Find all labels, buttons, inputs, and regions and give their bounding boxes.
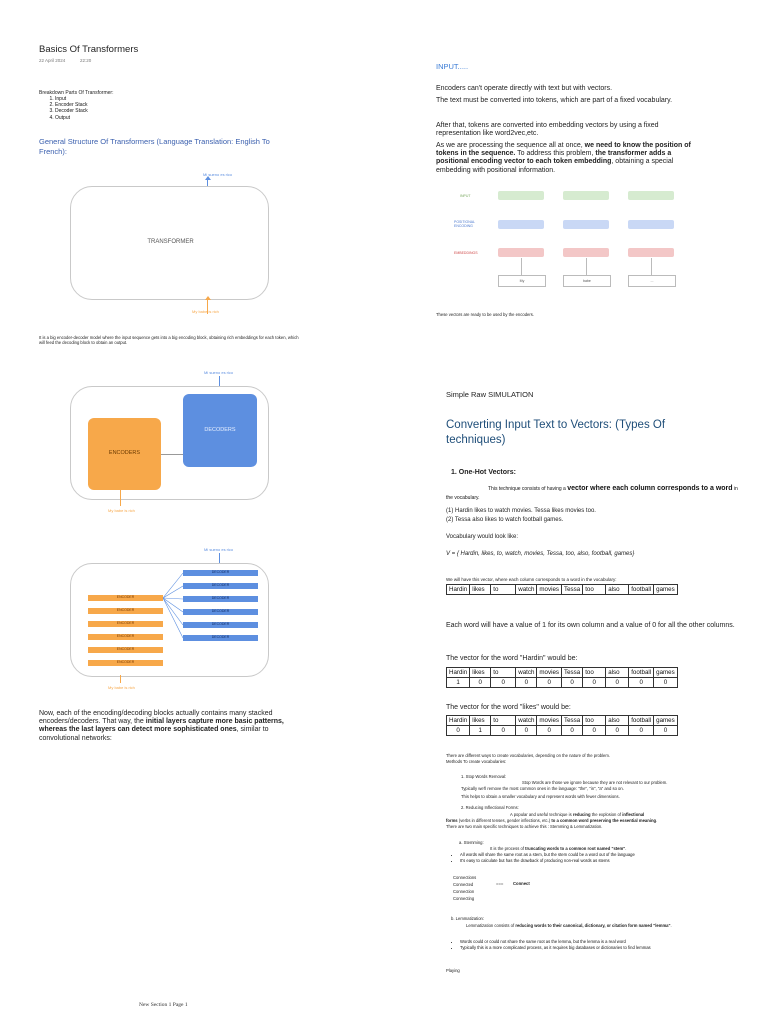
positional-row-label: POSITIONAL ENCODING [454, 220, 475, 228]
embedding-vector [498, 248, 544, 257]
list-item: Connection [453, 889, 475, 894]
connector-line [161, 454, 183, 455]
table-cell: Tessa [562, 716, 583, 726]
one-hot-description: This technique consists of having a vector where each column corresponds to a word in the vocabulary. [446, 485, 738, 501]
positional-encoding-diagram [436, 186, 696, 291]
encoder-layer: ENCODER [88, 595, 163, 601]
input-arrow-line [120, 675, 121, 683]
diagram-output-label: Mi sueno es rico [204, 547, 234, 552]
input-row-label: INPUT [460, 194, 471, 198]
vocabulary-set: V = { Hardin, likes, to, watch, movies, Tessa, too, also, football, games} [446, 551, 635, 557]
diagram-output-label: Mi sueno es rico [203, 172, 233, 177]
equals-arrow: === [496, 881, 504, 886]
token-box: babe [563, 275, 611, 287]
list-item: • Typically this is a more complicated process, as it requires big databases or dictionaries to find lemmas [460, 945, 741, 951]
encoder-layer: ENCODER [88, 608, 163, 614]
table-cell: Tessa [562, 668, 583, 678]
table-cell: 0 [447, 726, 470, 736]
table-cell: watch [516, 716, 537, 726]
table-cell: also [606, 716, 629, 726]
decoder-layer: DECODER [183, 622, 258, 628]
list-item: Connections [453, 875, 477, 880]
table-cell: games [654, 668, 678, 678]
table-cell: football [629, 668, 654, 678]
stemming-bullets [451, 852, 741, 863]
table-cell: Hardin [447, 716, 470, 726]
paragraph-embedding: After that, tokens are converted into embedding vectors by using a fixed representation like word2vec,etc. [436, 122, 659, 138]
table-row [447, 716, 678, 726]
lemmatization-text: Lemmatization consists of reducing words to their canonical, dictionary, or citation form named "lemma". [466, 923, 672, 928]
each-word-text: Each word will have a value of 1 for its own column and a value of 0 for all the other columns. [446, 622, 735, 629]
table-cell: 0 [562, 726, 583, 736]
table-cell: football [629, 585, 654, 595]
table-cell: 0 [629, 726, 654, 736]
one-hot-heading: 1. One-Hot Vectors: [451, 469, 516, 476]
input-vector [628, 191, 674, 200]
list-item: 3. Decoder Stack [55, 108, 245, 114]
diagram-input-label: My babe is rich [108, 508, 135, 513]
ways-text: There are different ways to create vocabularies, depending on the nature of the problem. [446, 753, 611, 758]
paragraph-tokens: The text must be converted into tokens, which are part of a fixed vocabulary. [436, 97, 673, 104]
table-cell: 1 [447, 678, 470, 688]
breakdown-list [45, 96, 245, 121]
table-cell: 0 [491, 726, 516, 736]
encoder-layer: ENCODER [88, 621, 163, 627]
table-cell: Hardin [447, 668, 470, 678]
table-cell: 0 [562, 678, 583, 688]
connector-line [586, 258, 587, 275]
table-cell: watch [516, 585, 537, 595]
stem-result: Connect [513, 881, 530, 886]
stop-words-text: This helps to obtain a smaller vocabulary and represent words with fewer dimensions. [461, 794, 620, 799]
decoders-label: DECODERS [204, 427, 236, 433]
input-heading: INPUT..... [436, 62, 469, 71]
token-box: My [498, 275, 546, 287]
positional-vector [498, 220, 544, 229]
table-cell: likes [470, 716, 491, 726]
table-cell: 1 [470, 726, 491, 736]
list-item: • It's easy to calculate but has the drawback of producing non-real words as stems [460, 858, 741, 864]
lemmatization-heading: b. Lemmatization: [451, 916, 485, 921]
table-cell: 0 [654, 678, 678, 688]
stemming-heading: a. Stemming: [459, 840, 484, 845]
stop-words-text: Stop Words are those we ignore because they are not relevant to our problem. [522, 780, 668, 785]
table-cell: Tessa [562, 585, 583, 595]
description-2: Now, each of the encoding/decoding blocks actually contains many stacked encoders/decoders. That way, the initial layers capture more basic patterns, whereas the last layers can detect more sophisticated ones, similar to convolutional networks: [39, 710, 284, 742]
table-cell: movies [537, 668, 562, 678]
list-item: Connecting [453, 896, 475, 901]
diagram-output-label: Mi sueno es rico [204, 370, 234, 375]
arrow-up-icon [205, 296, 211, 300]
table-cell: football [629, 716, 654, 726]
hardin-vector-label: The vector for the word "Hardin" would be: [446, 655, 578, 662]
connector-line [521, 258, 522, 275]
playing-word: Playing [446, 968, 460, 973]
table-cell: too [583, 585, 606, 595]
decoder-layer: DECODER [183, 609, 258, 615]
inflectional-text: forms (verbs in different tenses, gender inflections, etc.) to a common word preserving the essential meaning. [446, 818, 658, 823]
list-item: • All words will share the same root as a stem, but the stem could be a word out of the language [460, 852, 741, 858]
table-cell: 0 [583, 726, 606, 736]
paragraph-vectors: Encoders can't operate directly with text but with vectors. [436, 85, 613, 92]
table-cell: watch [516, 668, 537, 678]
stop-words-heading: 1. Stop Words Removal: [461, 774, 507, 779]
simulation-title: Simple Raw SIMULATION [446, 390, 534, 399]
input-vector [498, 191, 544, 200]
lemmatization-bullets [451, 939, 741, 950]
page-footer: New Section 1 Page 1 [139, 1002, 188, 1008]
table-cell: 0 [654, 726, 678, 736]
table-cell: likes [470, 668, 491, 678]
decoder-layer: DECODER [183, 583, 258, 589]
table-cell: 0 [516, 678, 537, 688]
table-cell: to [491, 716, 516, 726]
encoder-layer: ENCODER [88, 634, 163, 640]
page-time: 22:20 [80, 58, 92, 63]
table-row [447, 726, 678, 736]
vocabulary-label: Vocabulary would look like: [446, 534, 519, 540]
likes-vector-label: The vector for the word "likes" would be: [446, 704, 571, 711]
diagram-input-label: My babe is rich [108, 685, 135, 690]
stop-words-text: Typically we'll remove the most common ones in the language: "the", "in", "a" and so on. [461, 786, 624, 791]
page-title: Basics Of Transformers [39, 44, 139, 55]
table-cell: 0 [537, 678, 562, 688]
table-cell: 0 [516, 726, 537, 736]
encoders-label: ENCODERS [108, 450, 141, 456]
page-date: 22 April 2024 [39, 58, 66, 63]
table-cell: likes [470, 585, 491, 595]
list-item: 1. Input [55, 96, 245, 102]
embedding-vector [563, 248, 609, 257]
table-cell: 0 [629, 678, 654, 688]
stemming-text: It is the process of truncating words to a common root named "stem". [490, 846, 627, 851]
arrow-up-icon [205, 176, 211, 180]
list-item: Connected [453, 882, 474, 887]
table-cell: 0 [537, 726, 562, 736]
embedding-row-label: EMBEDDINGS [454, 251, 478, 255]
table-cell: 0 [606, 726, 629, 736]
input-vector [563, 191, 609, 200]
table-cell: 0 [470, 678, 491, 688]
encoder-decoder-links [163, 565, 185, 670]
table-row [447, 585, 678, 595]
table-cell: too [583, 716, 606, 726]
list-item: 2. Encoder Stack [55, 102, 245, 108]
list-item: • Words could or could not share the same root as the lemma, but the lemma is a real word [460, 939, 741, 945]
table-cell: games [654, 716, 678, 726]
hardin-vector-table [446, 667, 678, 688]
table-cell: too [583, 668, 606, 678]
connector-line [651, 258, 652, 275]
positional-vector [628, 220, 674, 229]
description-1: It is a big encoder-decoder model where the input sequence gets into a big encoding block, obtaining rich embeddings for each token, which will feed the decoding block to obtain an output. [39, 335, 299, 346]
table-cell: 0 [606, 678, 629, 688]
encoder-layer: ENCODER [88, 660, 163, 666]
converting-heading: Converting Input Text to Vectors: (Types Of techniques) [446, 419, 666, 446]
table-cell: also [606, 668, 629, 678]
table-row [447, 678, 678, 688]
list-item: 4. Output [55, 115, 245, 121]
positional-vector [563, 220, 609, 229]
table-cell: 0 [583, 678, 606, 688]
encoder-layer: ENCODER [88, 647, 163, 653]
example-sentence-2: (2) Tessa also likes to watch football games. [446, 517, 564, 523]
vectors-ready-note: These vectors are ready to be used by the encoders. [436, 312, 534, 317]
table-cell: Hardin [447, 585, 470, 595]
likes-vector-table [446, 715, 678, 736]
paragraph-positional: As we are processing the sequence all at once, we need to know the position of tokens in the sequence. To address this problem, the transformer adds a positional encoding vector to each token embedding, obtaining a special embedding with positional information. [436, 142, 691, 174]
connection-words [453, 874, 476, 902]
encoder-decoder-diagram [68, 368, 273, 518]
vocabulary-table [446, 584, 678, 595]
up-arrow-line [219, 553, 220, 563]
diagram-input-label: My babe is rich [192, 309, 219, 314]
breakdown-label: Breakdown Parts Of Transformer: [39, 90, 114, 96]
structure-heading: General Structure Of Transformers (Language Translation: English To French): [39, 137, 270, 156]
token-box: ... [628, 275, 676, 287]
example-sentence-1: (1) Hardin likes to watch movies. Tessa likes movies too. [446, 508, 596, 514]
table-cell: 0 [491, 678, 516, 688]
transformer-diagram [68, 166, 273, 322]
table-cell: also [606, 585, 629, 595]
table-cell: games [654, 585, 678, 595]
embedding-vector [628, 248, 674, 257]
decoder-layer: DECODER [183, 635, 258, 641]
decoder-layer: DECODER [183, 570, 258, 576]
table-intro: We will have this vector, where each column corresponds to a word in the vocabulary: [446, 577, 617, 582]
decoder-layer: DECODER [183, 596, 258, 602]
inflectional-heading: 2. Reducing Inflectional Forms: [461, 805, 519, 810]
inflectional-text: A popular and useful technique is reducing the explosion of inflectional [510, 812, 645, 817]
methods-label: Methods To create vocabularies: [446, 759, 507, 764]
table-cell: movies [537, 585, 562, 595]
table-cell: to [491, 585, 516, 595]
inflectional-text: There are two main specific techniques to achieve this : Stemming & Lemmatization. [446, 824, 603, 829]
table-cell: movies [537, 716, 562, 726]
table-row [447, 668, 678, 678]
table-cell: to [491, 668, 516, 678]
input-arrow-line [120, 490, 121, 506]
transformer-label: TRANSFORMER [147, 239, 194, 245]
